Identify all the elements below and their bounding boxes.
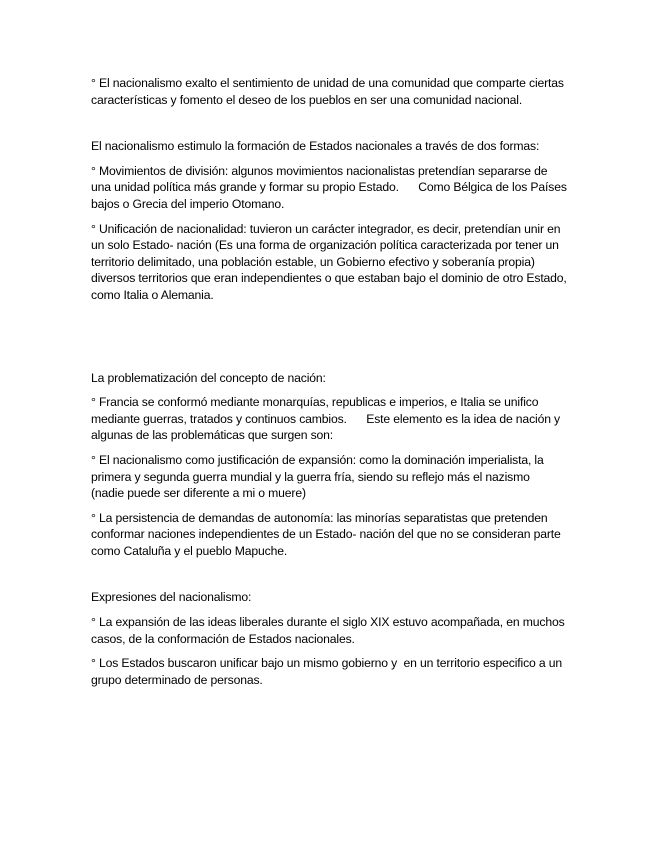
spacer <box>91 304 569 370</box>
section1-item-division: ° Movimientos de división: algunos movimientos nacionalistas pretendían separarse de una unidad política más grande y formar su propio Estado. Como Bélgica de los Países bajos o Grecia del imperio Otomano. <box>91 163 571 211</box>
section3-item-estados: ° Los Estados buscaron unificar bajo un mismo gobierno y en un territorio especifico a un grupo determinado de personas. <box>91 656 566 687</box>
section1-item-unificacion: ° Unificación de nacionalidad: tuvieron un carácter integrador, es decir, pretendían unir en un solo Estado- nación (Es una forma de organización política caracterizada por tener un territorio delimitado, una población estable, un Gobierno efectivo y soberanía propia) diversos territorios que eran independientes o que estaban bajo el dominio de otro Estado, como Italia o Alemania. <box>91 221 570 302</box>
spacer <box>91 213 569 221</box>
spacer <box>91 559 569 589</box>
spacer <box>91 502 569 510</box>
section3-item-liberales: ° La expansión de las ideas liberales durante el siglo XIX estuvo acompañada, en muchos casos, de la conformación de Estados nacionales. <box>91 615 568 646</box>
section2-item-francia: ° Francia se conformó mediante monarquías, republicas e imperios, e Italia se unifico mediante guerras, tratados y continuos cambios. Este elemento es la idea de nación y algunas de las problemáticas que surgen son: <box>91 395 564 443</box>
spacer <box>91 108 569 138</box>
spacer <box>91 444 569 452</box>
spacer <box>91 386 569 394</box>
section3-lead: Expresiones del nacionalismo: <box>91 590 252 605</box>
spacer <box>91 606 569 614</box>
document-page <box>91 75 569 688</box>
spacer <box>91 155 569 163</box>
section2-item-autonomia: ° La persistencia de demandas de autonomía: las minorías separatistas que pretenden conformar naciones independientes de un Estado- nación del que no se consideran parte como Cataluña y el pueblo Mapuche. <box>91 510 564 558</box>
spacer <box>91 647 569 655</box>
section2-item-expansion: ° El nacionalismo como justificación de expansión: como la dominación imperialista, la primera y segunda guerra mundial y la guerra fría, siendo su reflejo más el nazismo (nadie puede ser diferente a mi o muere) <box>91 452 547 501</box>
section1-lead: El nacionalismo estimulo la formación de Estados nacionales a través de dos formas: <box>91 139 540 154</box>
section2-lead: La problematización del concepto de nación: <box>91 370 326 385</box>
intro-paragraph: ° El nacionalismo exalto el sentimiento de unidad de una comunidad que comparte ciertas características y fomento el deseo de los pueblos en ser una comunidad nacional. <box>91 76 568 107</box>
